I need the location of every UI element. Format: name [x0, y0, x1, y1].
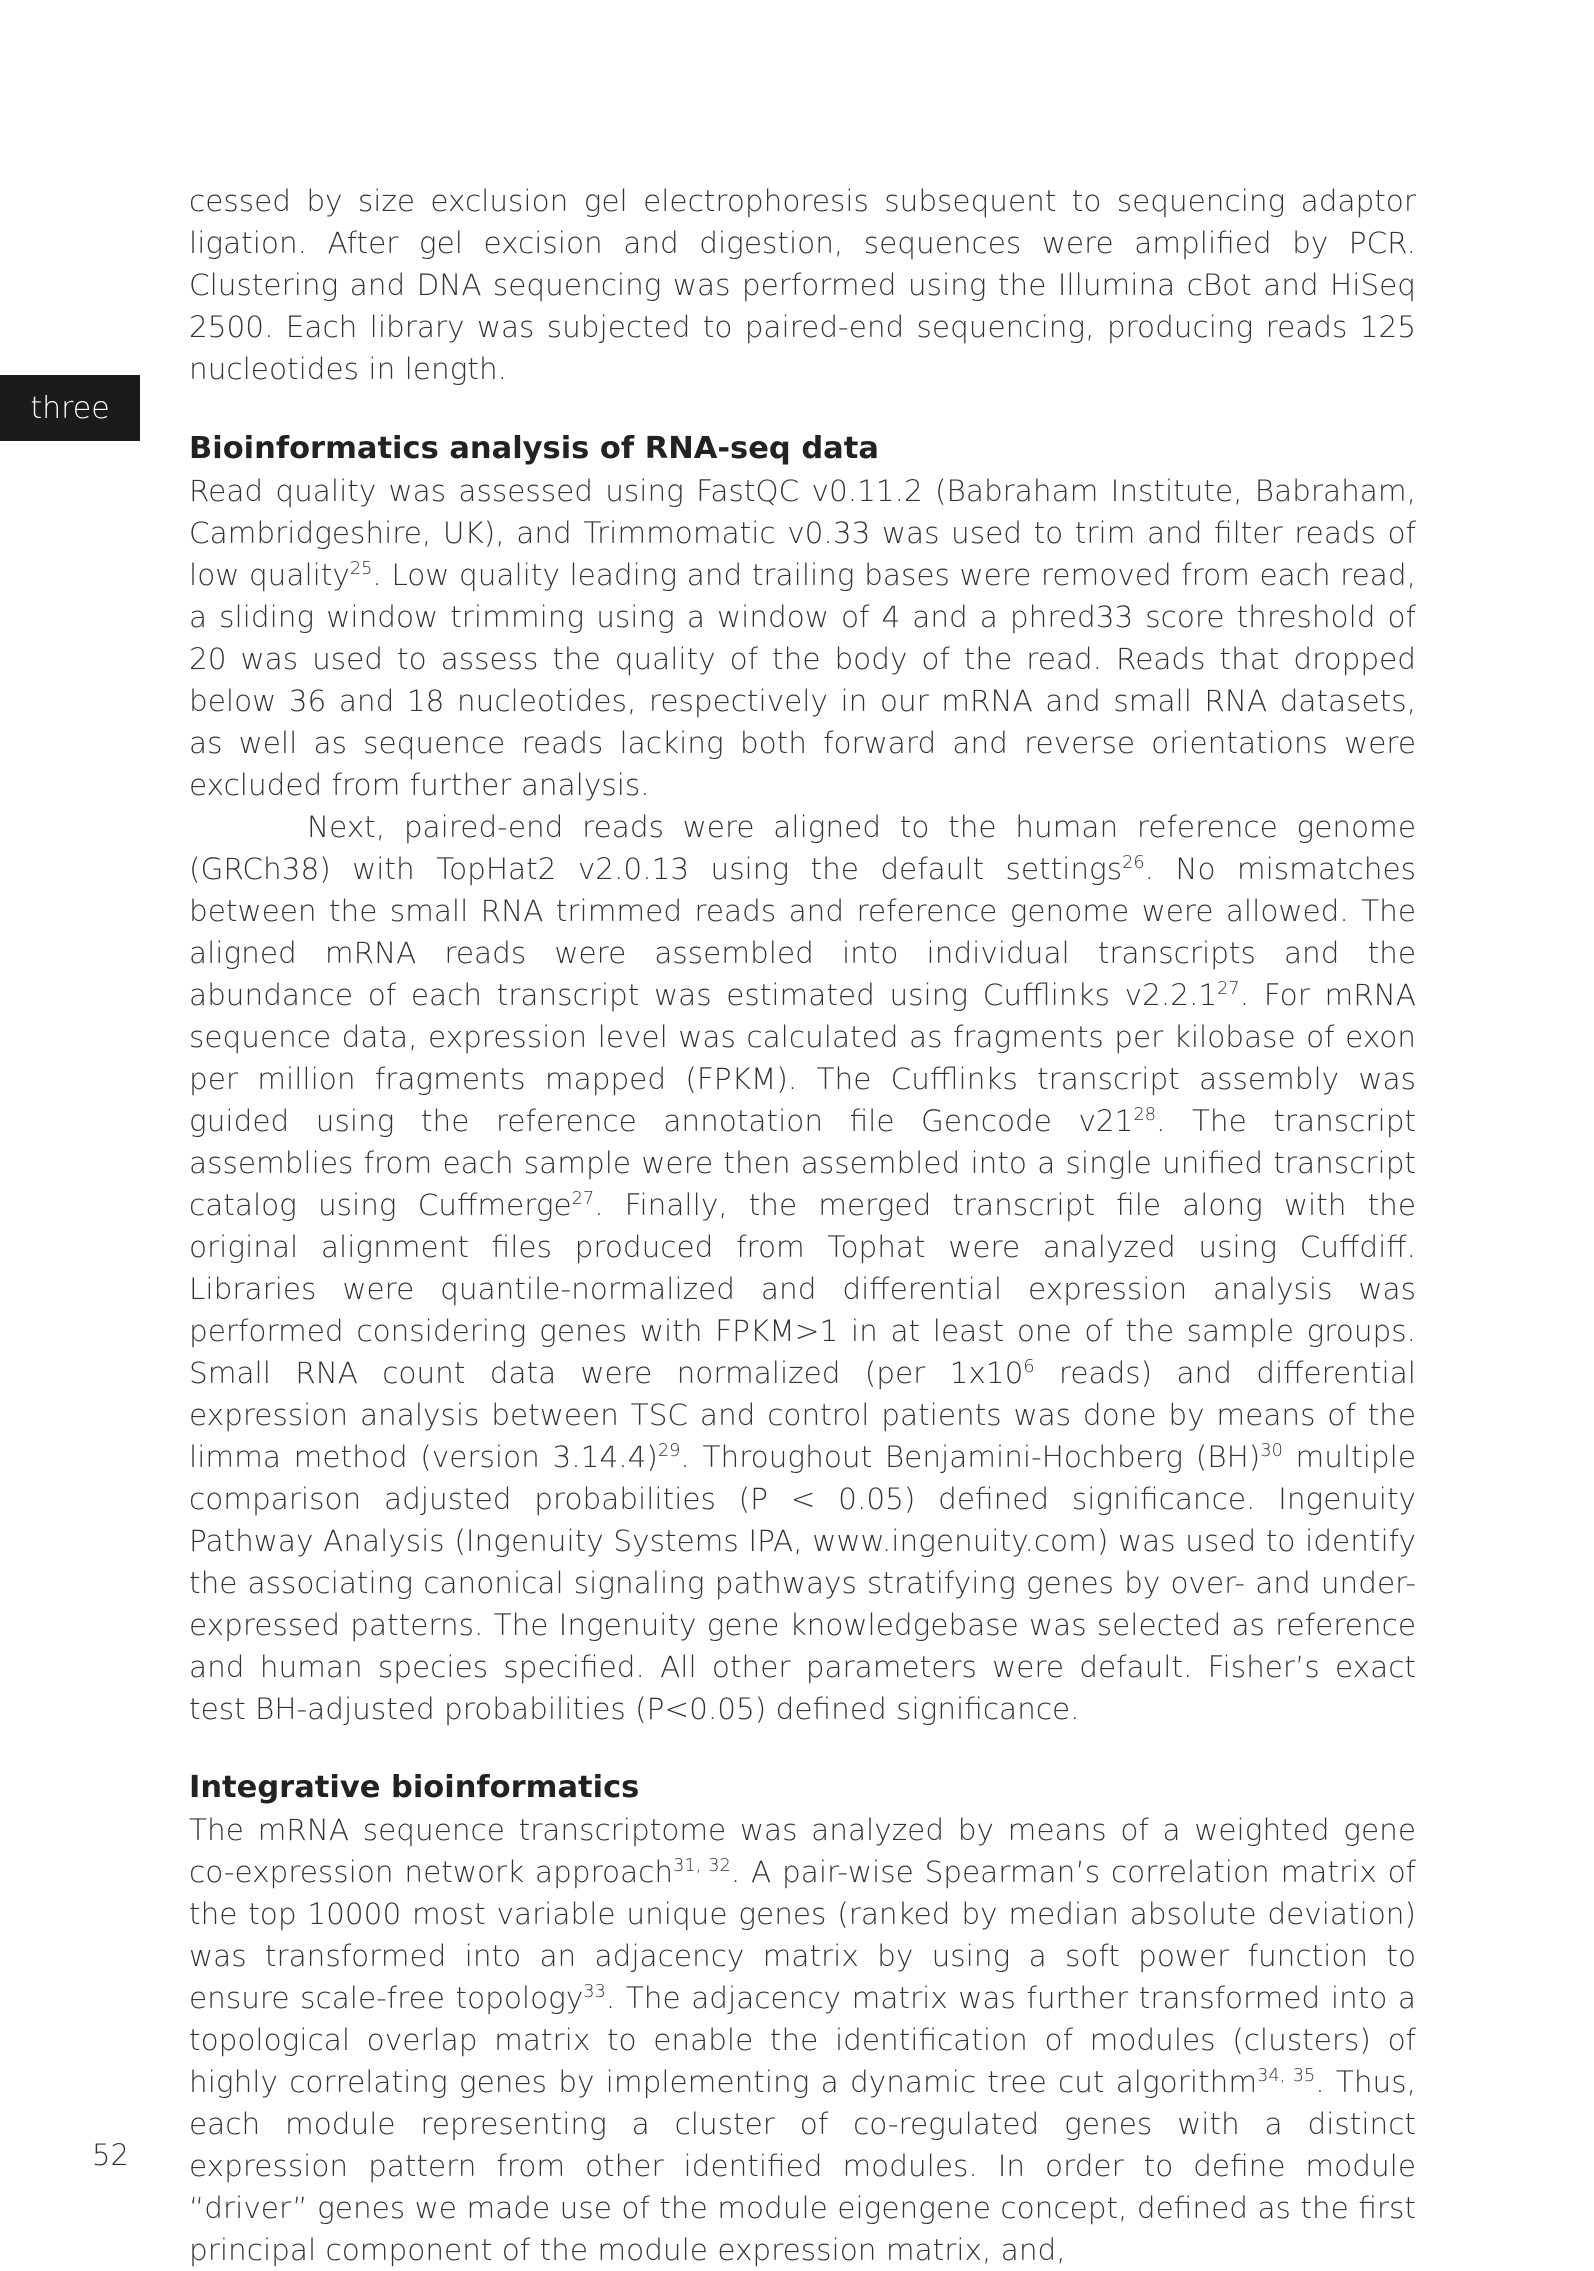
citation: 29 — [657, 1441, 681, 1462]
text-column — [189, 180, 1416, 2271]
citation: 25 — [349, 559, 373, 580]
citation: 33 — [583, 1982, 606, 2003]
citation: 27 — [1217, 979, 1240, 1000]
paragraph-library-sequencing: cessed by size exclusion gel electrophoresis subsequent to sequencing adaptor ligation. After gel excision and digestion, sequences were amplified by PCR. Clustering and DNA sequencing was performed using the Illumina cBot and HiSeq 2500. Each library was subjected to paired-end sequencing, producing reads 125 nucleotides in length. — [189, 184, 1416, 386]
section-heading-integrative: Integrative bioinformatics — [189, 1770, 640, 1805]
paragraph-coexpression: The mRNA sequence transcriptome was analyzed by means of a weighted gene co-expression network approach$^{31, 32}$. A pair-wise Spearman’s correlation matrix of the top 10000 most variable unique genes (ranked by median absolute deviation) was transformed into an adjacency matrix by using a soft power function to ensure scale-free topology$^{33}$. The adjacency matrix was further transformed into a topological overlap matrix to enable the identification of modules (clusters) of highly correlating genes by implementing a dynamic tree cut algorithm$^{34, 35}$. Thus, each module representing a cluster of co-regulated genes with a distinct expression pattern from other identified modules. In order to define module “driver” genes we made use of the module eigengene concept, defined as the first principal component of the module expression matrix, and, — [189, 1813, 1416, 2267]
citation: 31, 32 — [673, 1856, 731, 1877]
superscript-exponent: 6 — [1023, 1357, 1035, 1378]
chapter-tab: three — [0, 375, 140, 441]
citation: 26 — [1122, 853, 1145, 874]
citation: 30 — [1260, 1441, 1283, 1462]
page-number: 52 — [92, 2138, 129, 2172]
citation: 28 — [1133, 1105, 1156, 1126]
paragraph-alignment: Next, paired-end reads were aligned to the human reference genome (GRCh38) with TopHat2 v2.0.13 using the default settings$^{26}$. No mismatches between the small RNA trimmed reads and reference genome were allowed. The aligned mRNA reads were assembled into individual transcripts and the abundance of each transcript was estimated using Cufflinks v2.2.1$^{27}$. For mRNA sequence data, expression level was calculated as fragments per kilobase of exon per million fragments mapped (FPKM). The Cufflinks transcript assembly was guided using the reference annotation file Gencode $v21^{28}$. The transcript assemblies from each sample were then assembled into a single unified transcript catalog using Cuffmerge$^{27}$. Finally, the merged transcript file along with the original alignment files produced from Tophat were analyzed using Cuffdiff. Libraries were quantile-normalized and differential expression analysis was performed considering genes with FPKM>1 in at least one of the sample groups. Small RNA count data were normalized (per $1x10^6$ reads) and differential expression analysis between TSC and control patients was done by means of the limma method (version 3.14.4)$^{29}$. Throughout Benjamini-Hochberg (BH)$^{30}$ multiple comparison adjusted probabilities (P < 0.05) defined significance. Ingenuity Pathway Analysis (Ingenuity Systems IPA, www.ingenuity.com) was used to identify the associating canonical signaling pathways stratifying genes by over- and under-expressed patterns. The Ingenuity gene knowledgebase was selected as reference and human species specified. All other parameters were default. Fisher’s exact test BH-adjusted probabilities (P<0.05) defined significance. — [189, 810, 1416, 1726]
section-heading-bioinformatics: Bioinformatics analysis of RNA-seq data — [189, 431, 879, 466]
paragraph-read-quality: Read quality was assessed using FastQC v0.11.2 (Babraham Institute, Babraham, Cambridgeshire, UK), and Trimmomatic v0.33 was used to trim and filter reads of low quality$^{25}$. Low quality leading and trailing bases were removed from each read, a sliding window trimming using a window of 4 and a phred33 score threshold of 20 was used to assess the quality of the body of the read. Reads that dropped below 36 and 18 nucleotides, respectively in our mRNA and small RNA datasets, as well as sequence reads lacking both forward and reverse orientations were excluded from further analysis. — [189, 474, 1416, 802]
citation: 34, 35 — [1257, 2066, 1316, 2087]
citation: 27 — [571, 1189, 595, 1210]
